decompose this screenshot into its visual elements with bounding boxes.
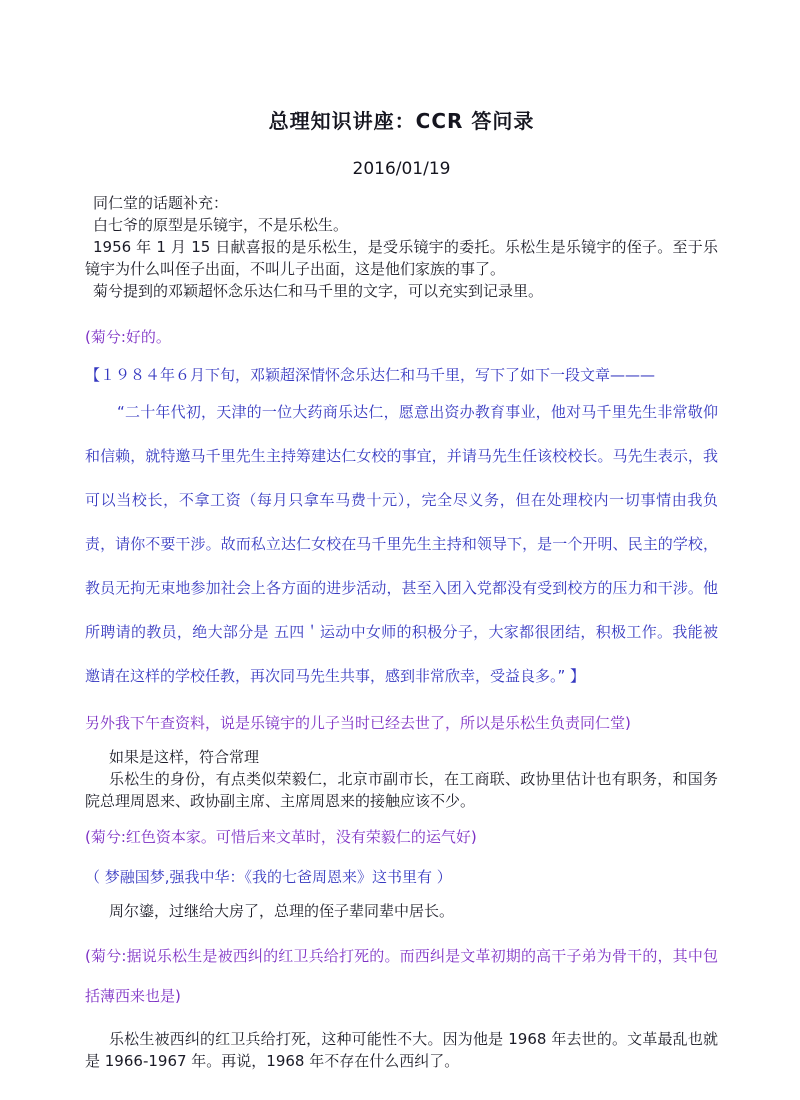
chat-note-purple: (菊兮:红色资本家。可惜后来文革时，没有荣毅仁的运气好) [85, 828, 477, 846]
chat-note-purple: (菊兮:好的。 [85, 328, 171, 346]
body-paragraph: 白七爷的原型是乐镜宇，不是乐松生。 [93, 216, 349, 234]
body-paragraph: 同仁堂的话题补充： [93, 194, 229, 212]
book-reference-paragraph: （ 梦融国梦,强我中华：《我的七爸周恩来》这书里有 ） [85, 868, 452, 886]
body-paragraph: 周尔鎏，过继给大房了，总理的侄子辈同辈中居长。 [109, 902, 455, 920]
chat-note-purple: 另外我下午查资料，说是乐镜宇的儿子当时已经去世了，所以是乐松生负责同仁堂) [85, 714, 631, 732]
quote-block-paragraph: “二十年代初，天津的一位大药商乐达仁，愿意出资办教育事业，他对马千里先生非常敬仰和信赖，就特邀马千里先生主持筹建达仁女校的事宜，并请马先生任该校校长。马先生表示，我可以当校长，不拿工资（每月只拿车马费十元），完全尽义务，但在处理校内一切事情由我负责，请你不要干涉。故而私立达仁女校在马千里先生主持和领导下，是一个开明、民主的学校，教员无拘无束地参加社会上各方面的进步活动，甚至入团入党都没有受到校方的压力和干涉。他所聘请的教员，绝大部分是 五四＇运动中女师的积极分子，大家都很团结，积极工作。我能被邀请在这样的学校任教，再次同马先生共事，感到非常欣幸，受益良多。” 】 [85, 403, 718, 685]
chat-note-purple: (菊兮:据说乐松生是被西纠的红卫兵给打死的。而西纠是文革初期的高干子弟为骨干的，其中包括薄西来也是) [85, 947, 718, 1005]
body-paragraph: 菊兮提到的邓颖超怀念乐达仁和马千里的文字，可以充实到记录里。 [93, 282, 544, 300]
body-paragraph: 如果是这样，符合常理 [109, 748, 260, 766]
body-paragraph: 乐松生的身份，有点类似荣毅仁，北京市副市长，在工商联、政协里估计也有职务，和国务院总理周恩来、政协副主席、主席周恩来的接触应该不少。 [85, 770, 718, 810]
body-paragraph: 乐松生被西纠的红卫兵给打死，这种可能性不大。因为他是 1968 年去世的。文革最乱也就是 1966-1967 年。再说，1968 年不存在什么西纠了。 [85, 1030, 718, 1070]
document-date: 2016/01/19 [352, 159, 451, 179]
document-title: 总理知识讲座：CCR 答问录 [268, 109, 535, 133]
body-paragraph: 1956 年 1 月 15 日献喜报的是乐松生，是受乐镜宇的委托。乐松生是乐镜宇的侄子。至于乐镜宇为什么叫侄子出面，不叫儿子出面，这是他们家族的事了。 [85, 238, 718, 278]
quote-intro-paragraph: 【１９８４年６月下旬，邓颖超深情怀念乐达仁和马千里，写下了如下一段文章——— [85, 366, 656, 384]
